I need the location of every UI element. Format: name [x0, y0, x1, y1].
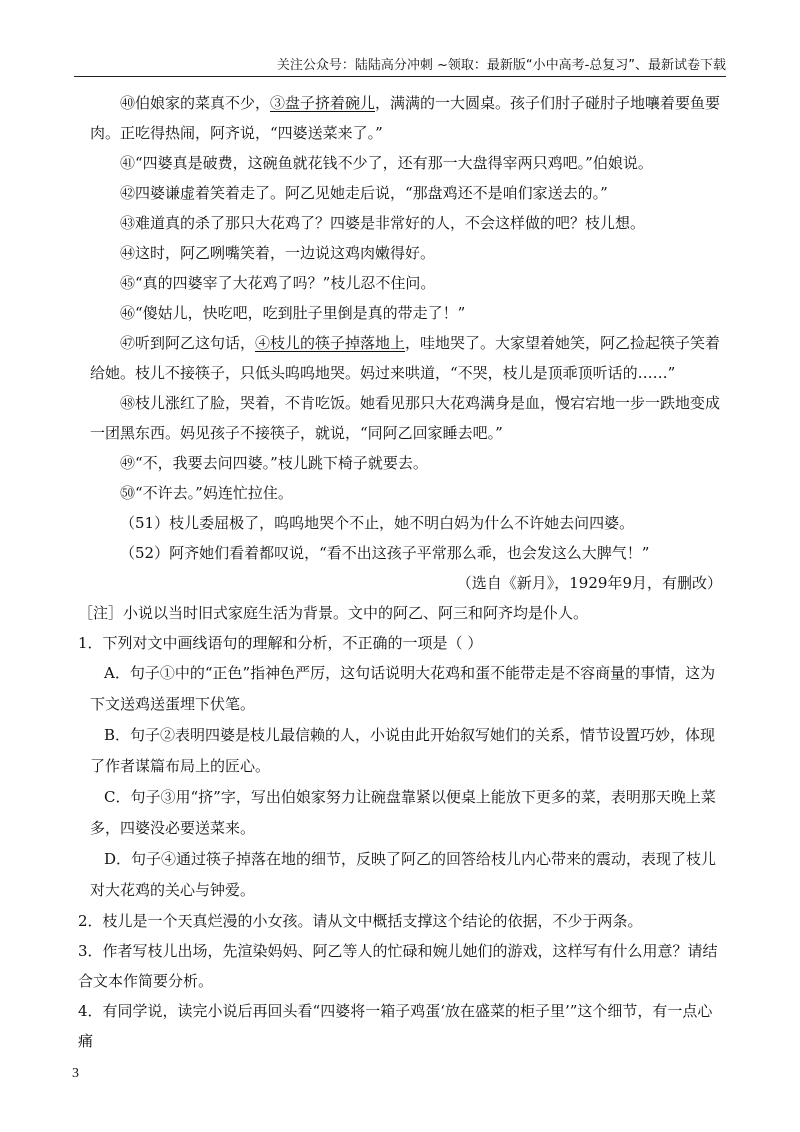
question-4: 4．有同学说，读完小说后再回头看“四婆将一箱子鸡蛋‘放在盛菜的柜子里’”这个细节，有一点心痛	[78, 1002, 713, 1050]
option-c: C．句子③用“挤”字，写出伯娘家努力让碗盘靠紧以便桌上能放下更多的菜，表明那天晚上菜多，四婆没必要送菜来。	[90, 788, 716, 837]
para-text: 伯娘家的菜真不少，	[135, 94, 271, 112]
paragraph-43: ㊸难道真的杀了那只大花鸡了？四婆是非常好的人，不会这样做的吧？枝儿想。	[120, 214, 646, 232]
question-2: 2．枝儿是一个天真烂漫的小女孩。请从文中概括支撑这个结论的依据，不少于两条。	[78, 912, 643, 930]
paragraph-51: （51）枝儿委屈极了，呜呜地哭个不止，她不明白妈为什么不许她去问四婆。	[120, 514, 635, 532]
paragraph-45: ㊺“真的四婆宰了大花鸡了吗？”枝儿忍不住问。	[120, 274, 436, 292]
para-text: ㊼听到阿乙这句话，	[120, 334, 256, 352]
header-rule	[74, 76, 726, 77]
para-text: ，满满的一大圆桌。孩子们肘子碰肘子地嚷着要鱼要肉。正吃得热闹，阿齐说，“四婆送菜来了。”	[90, 94, 721, 142]
underlined-sentence-4: ④枝儿的筷子掉落地上	[255, 334, 406, 352]
document-body	[78, 88, 722, 1056]
para-text: ，哇地哭了。大家望着她笑，阿乙捡起筷子笑着给她。枝儿不接筷子，只低头呜呜地哭。妈过来哄道，“不哭，枝儿是顶乖顶听话的……”	[90, 334, 721, 382]
paragraph-49: ㊾“不，我要去问四婆。”枝儿跳下椅子就要去。	[120, 454, 428, 472]
footnote: ［注］小说以当时旧式家庭生活为背景。文中的阿乙、阿三和阿齐均是仆人。	[78, 604, 589, 622]
paragraph-47	[90, 328, 722, 388]
paragraph-40	[90, 88, 722, 148]
page-header: 关注公众号：陆陆高分冲刺 ~领取：最新版“小中高考-总复习”、最新试卷下载	[276, 58, 726, 73]
underlined-sentence-3: ③盘子挤着碗儿	[270, 94, 376, 112]
para-number: ㊵	[120, 94, 136, 112]
paragraph-42: ㊷四婆谦虚着笑着走了。阿乙见她走后说，“那盘鸡还不是咱们家送去的。”	[120, 184, 608, 202]
paragraph-48: ㊽枝儿涨红了脸，哭着，不肯吃饭。她看见那只大花鸡满身是血，慢宕宕地一步一跌地变成一团黑东西。妈见孩子不接筷子，就说，“同阿乙回家睡去吧。”	[90, 394, 721, 442]
page-number: 3	[72, 1066, 79, 1081]
question-3: 3．作者写枝儿出场，先渲染妈妈、阿乙等人的忙碌和婉儿她们的游戏，这样写有什么用意？请结合文本作简要分析。	[78, 942, 718, 990]
option-b: B．句子②表明四婆是枝儿最信赖的人，小说由此开始叙写她们的关系，情节设置巧妙，体现了作者谋篇布局上的匠心。	[90, 726, 716, 775]
option-a: A．句子①中的“正色”指神色严厉，这句话说明大花鸡和蛋不能带走是不容商量的事情，这为下文送鸡送蛋埋下伏笔。	[90, 664, 716, 713]
paragraph-52: （52）阿齐她们看着都叹说，“看不出这孩子平常那么乖，也会发这么大脾气！”	[120, 544, 650, 562]
source-citation: （选自《新月》，1929年9月，有删改）	[456, 574, 722, 592]
option-d: D．句子④通过筷子掉落在地的细节，反映了阿乙的回答给枝儿内心带来的震动，表现了枝儿对大花鸡的关心与钟爱。	[90, 850, 717, 899]
paragraph-46: ㊻“傻姑儿，快吃吧，吃到肚子里倒是真的带走了！”	[120, 304, 466, 322]
paragraph-44: ㊹这时，阿乙咧嘴笑着，一边说这鸡肉嫩得好。	[120, 244, 436, 262]
question-1-stem: 1．下列对文中画线语句的理解和分析，不正确的一项是（ ）	[78, 634, 483, 652]
paragraph-50: ㊿“不许去。”妈连忙拉住。	[120, 484, 293, 502]
paragraph-41: ㊶“四婆真是破费，这碗鱼就花钱不少了，还有那一大盘得宰两只鸡吧。”伯娘说。	[120, 154, 653, 172]
